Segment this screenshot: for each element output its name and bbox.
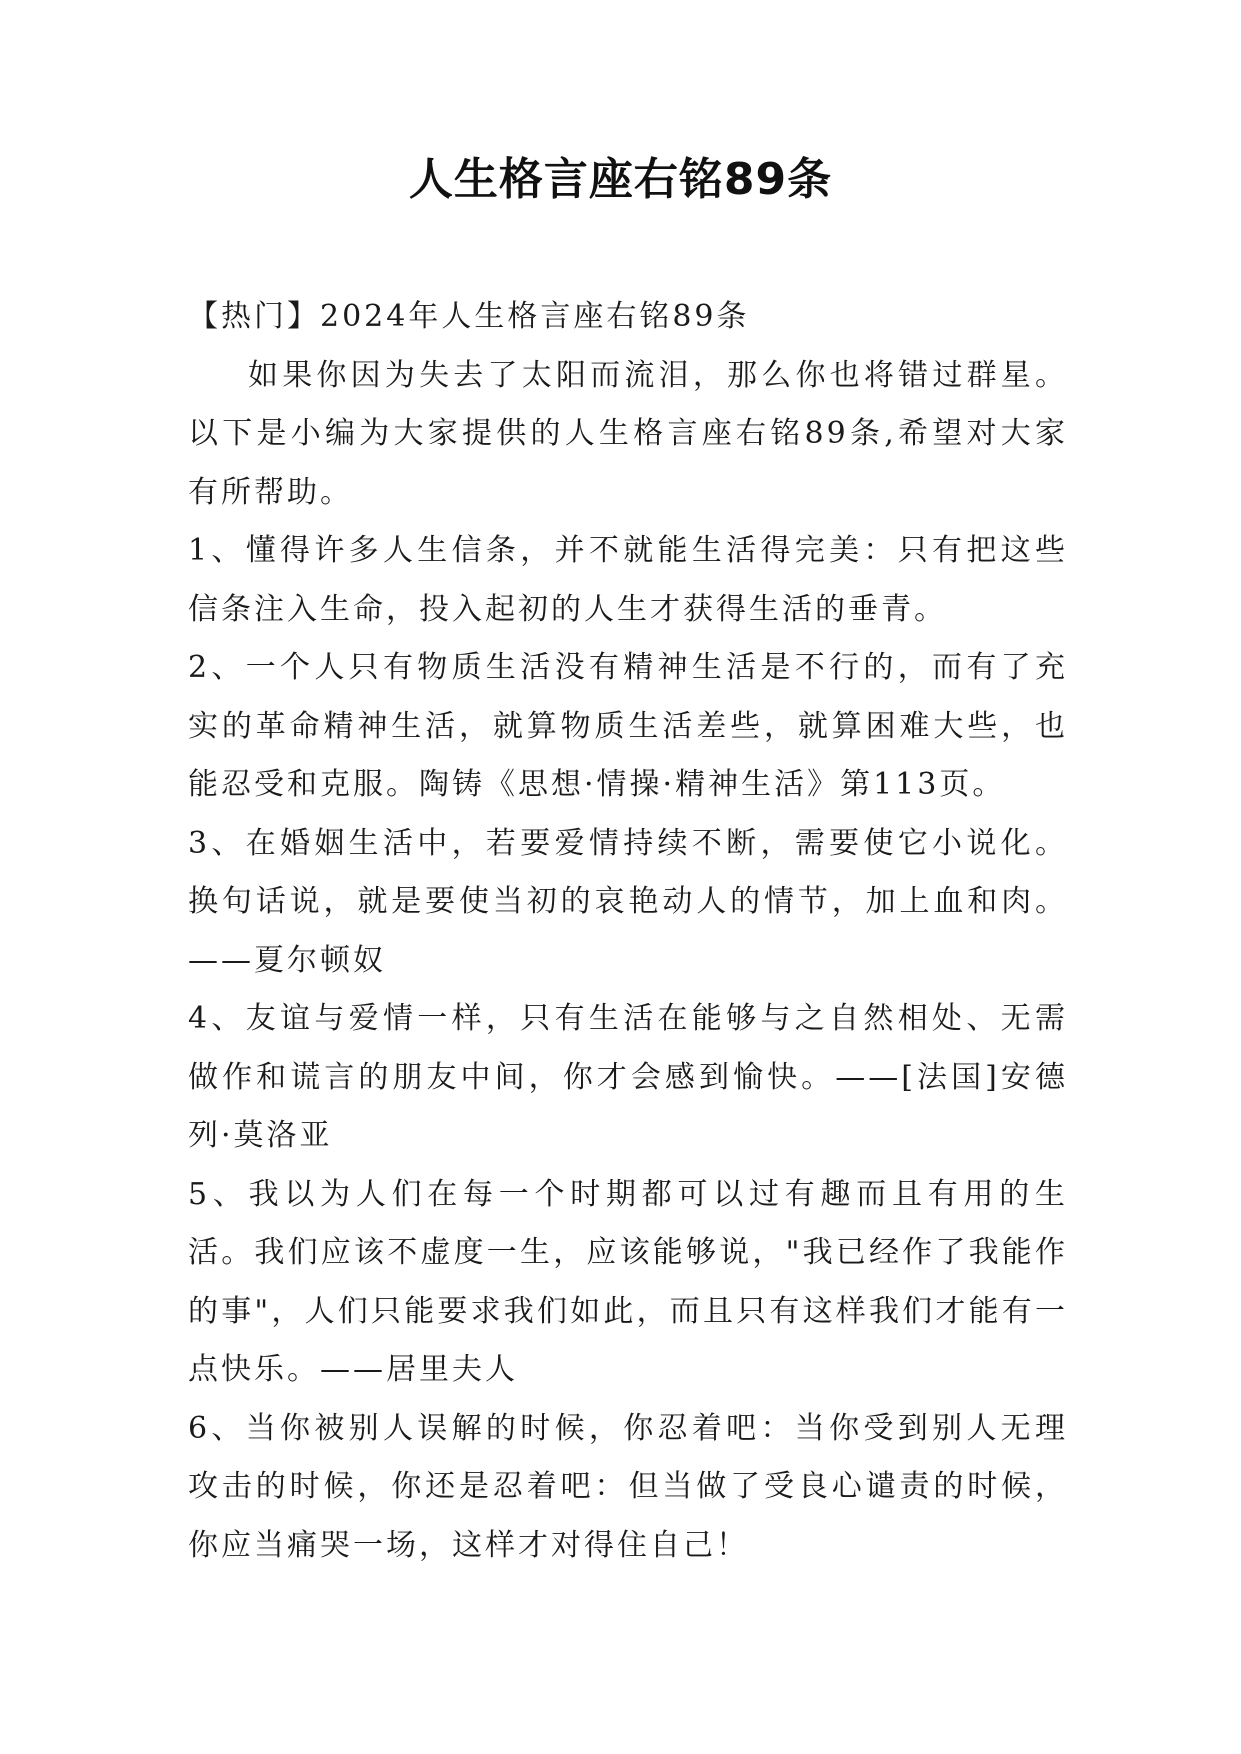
page-title: 人生格言座右铭89条	[408, 154, 833, 205]
quote-item-1: 1、懂得许多人生信条，并不就能生活得完美：只有把这些信条注入生命，投入起初的人生才获得生活的垂青。	[188, 533, 1068, 627]
quote-item-3: 3、在婚姻生活中，若要爱情持续不断，需要使它小说化。换句话说，就是要使当初的哀艳动人的情节，加上血和肉。——夏尔顿奴	[188, 825, 1068, 978]
quote-item-4: 4、友谊与爱情一样，只有生活在能够与之自然相处、无需做作和谎言的朋友中间，你才会感到愉快。——[法国]安德列·莫洛亚	[188, 1001, 1068, 1153]
document-body	[188, 288, 1068, 1575]
quote-item-6: 6、当你被别人误解的时候，你忍着吧：当你受到别人无理攻击的时候，你还是忍着吧：但当做了受良心谴责的时候，你应当痛哭一场，这样才对得住自己！	[188, 1410, 1068, 1563]
quote-item-5: 5、我以为人们在每一个时期都可以过有趣而且有用的生活。我们应该不虚度一生，应该能够说，"我已经作了我能作的事"，人们只能要求我们如此，而且只有这样我们才能有一点快乐。——居里夫人	[188, 1176, 1068, 1387]
subtitle-line: 【热门】2024年人生格言座右铭89条	[188, 299, 750, 334]
intro-paragraph: 如果你因为失去了太阳而流泪，那么你也将错过群星。以下是小编为大家提供的人生格言座右铭89条,希望对大家有所帮助。	[188, 357, 1068, 510]
quote-item-2: 2、一个人只有物质生活没有精神生活是不行的，而有了充实的革命精神生活，就算物质生活差些，就算困难大些，也能忍受和克服。陶铸《思想·情操·精神生活》第113页。	[188, 650, 1068, 802]
